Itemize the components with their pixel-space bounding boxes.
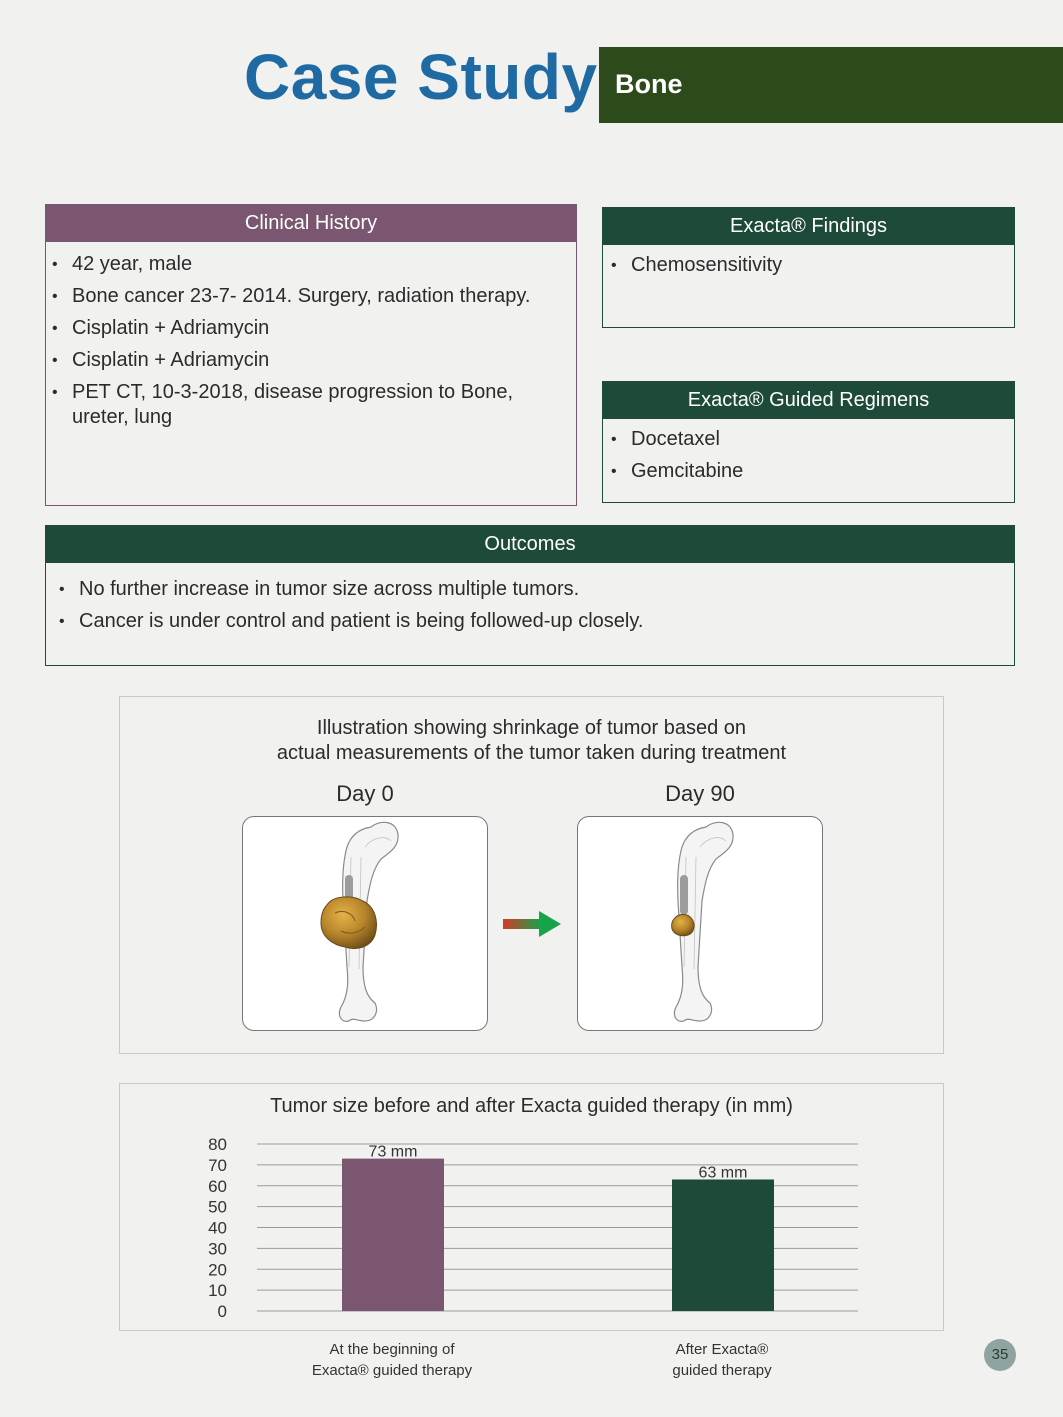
page-title: Case Study (244, 41, 598, 113)
category-label-before (282, 1339, 502, 1381)
y-tick-label: 50 (208, 1197, 227, 1217)
page-number-badge: 35 (984, 1339, 1016, 1371)
findings-list (603, 245, 1014, 278)
category-label-line: At the beginning of (329, 1341, 455, 1358)
outcomes-list (46, 563, 1014, 634)
day90-bone-image (577, 816, 823, 1031)
category-label-line: After Exacta® (675, 1341, 769, 1358)
day0-bone-image (242, 816, 488, 1031)
list-item: • Cisplatin + Adriamycin (46, 316, 576, 341)
outcomes-heading: Outcomes (46, 526, 1014, 563)
femur-tumor-small-icon (578, 817, 821, 1029)
bar-chart (120, 1084, 942, 1329)
femur-tumor-large-icon (243, 817, 486, 1029)
y-tick-label: 60 (208, 1176, 227, 1196)
list-item: • No further increase in tumor size across multiple tumors. (53, 577, 1014, 602)
list-item: • Gemcitabine (605, 459, 1014, 484)
tumor-illustration-panel (119, 696, 944, 1054)
y-tick-label: 40 (208, 1218, 227, 1238)
progress-arrow-icon (501, 909, 563, 939)
outcomes-box (45, 525, 1015, 666)
data-label: 73 mm (368, 1143, 418, 1161)
category-label: Bone (615, 69, 683, 99)
list-item: • Bone cancer 23-7- 2014. Surgery, radiation therapy. (46, 284, 576, 309)
regimens-box (602, 381, 1015, 503)
list-item: • 42 year, male (46, 252, 576, 277)
y-tick-label: 0 (217, 1302, 227, 1321)
day90-label: Day 90 (665, 781, 735, 806)
illustration-caption-line-1: Illustration showing shrinkage of tumor based on (316, 717, 747, 739)
y-tick-label: 20 (208, 1260, 227, 1280)
day0-label: Day 0 (336, 781, 394, 806)
chart-title: Tumor size before and after Exacta guided therapy (in mm) (270, 1095, 793, 1117)
category-label-after (612, 1339, 832, 1381)
bar (342, 1159, 444, 1311)
y-tick-label: 70 (208, 1155, 227, 1175)
y-tick-label: 10 (208, 1281, 227, 1301)
list-item: • Docetaxel (605, 427, 1014, 452)
category-banner (599, 47, 1063, 123)
regimens-list (603, 419, 1014, 484)
y-tick-label: 30 (208, 1239, 227, 1259)
illustration-caption-line-2: actual measurements of the tumor taken during treatment (276, 742, 787, 764)
findings-heading: Exacta® Findings (603, 208, 1014, 245)
bar (672, 1179, 774, 1311)
data-label: 63 mm (698, 1164, 748, 1182)
tumor-size-chart-panel (119, 1083, 944, 1331)
clinical-history-box (45, 204, 577, 506)
list-item: • PET CT, 10-3-2018, disease progression to Bone, ureter, lung (46, 380, 576, 430)
clinical-history-heading: Clinical History (46, 205, 576, 242)
clinical-history-list (46, 242, 576, 430)
category-label-line: Exacta® guided therapy (311, 1362, 473, 1379)
list-item: • Cisplatin + Adriamycin (46, 348, 576, 373)
list-item: • Chemosensitivity (605, 253, 1014, 278)
category-label-line: guided therapy (672, 1362, 772, 1379)
list-item: • Cancer is under control and patient is being followed-up closely. (53, 609, 1014, 634)
y-tick-label: 80 (208, 1135, 227, 1154)
findings-box (602, 207, 1015, 328)
regimens-heading: Exacta® Guided Regimens (603, 382, 1014, 419)
